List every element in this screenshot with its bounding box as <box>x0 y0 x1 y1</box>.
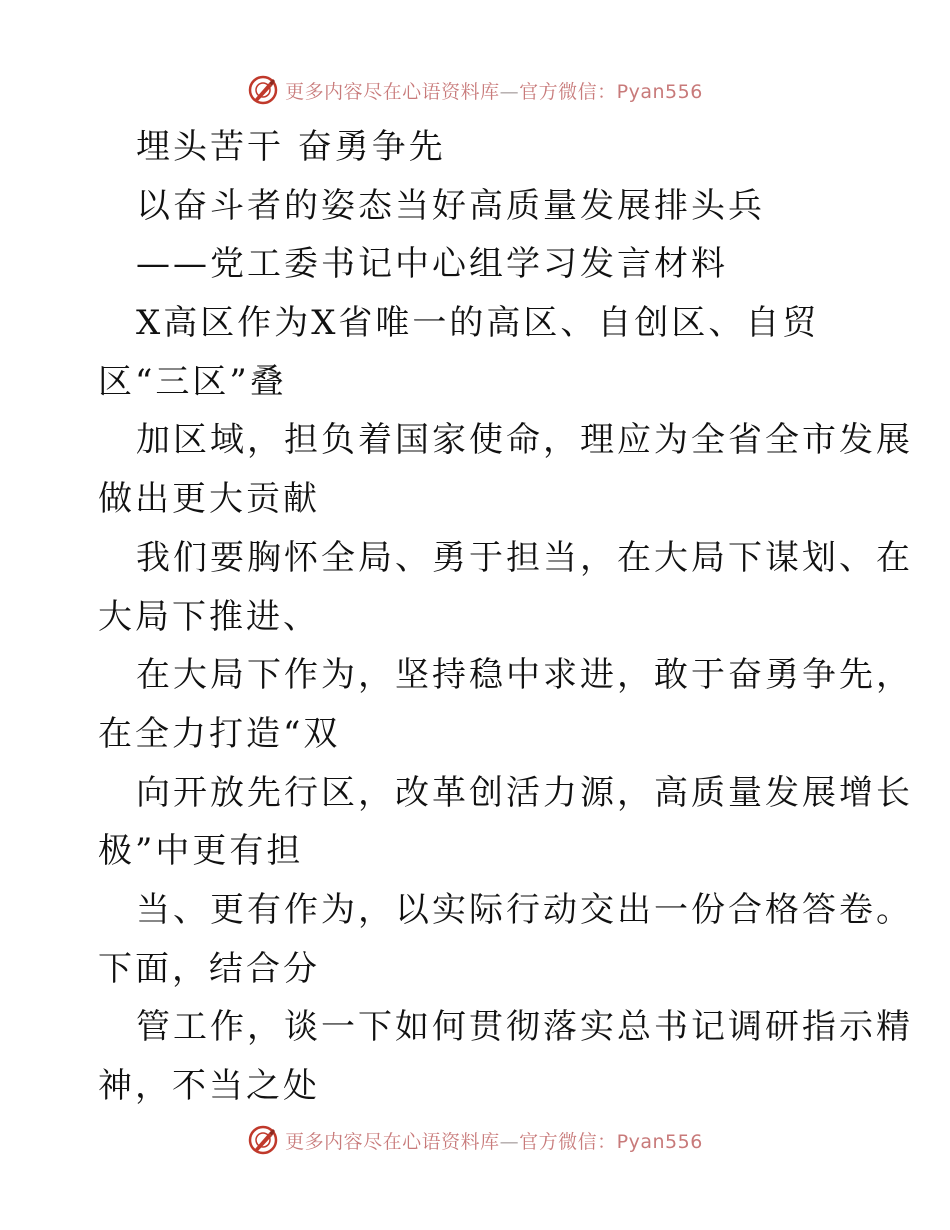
paragraph-line: 区“三区”叠 <box>98 361 287 402</box>
paragraph-line: X高区作为X省唯一的高区、自创区、自贸 <box>136 303 820 344</box>
paragraph-line: 做出更大贡献 <box>98 479 320 520</box>
document-byline: ——党工委书记中心组学习发言材料 <box>136 244 728 285</box>
footer-banner-content <box>247 1124 703 1156</box>
paragraph-line: 管工作，谈一下如何贯彻落实总书记调研指示精 <box>136 1007 913 1048</box>
paragraph-line: 在全力打造“双 <box>98 713 341 754</box>
footer-banner-main: 更多内容尽在心语资料库 <box>285 1130 500 1153</box>
paragraph-line: 我们要胸怀全局、勇于担当，在大局下谋划、在 <box>136 537 913 578</box>
header-banner-dash: — <box>499 80 520 103</box>
pen-logo-icon <box>247 1124 279 1156</box>
header-banner <box>0 70 950 110</box>
document-body <box>98 118 913 1116</box>
footer-banner-suffix: 官方微信：Pyan556 <box>519 1130 703 1153</box>
header-banner-text <box>285 77 703 104</box>
document-subtitle: 以奋斗者的姿态当好高质量发展排头兵 <box>136 185 765 226</box>
paragraph-line: 当、更有作为，以实际行动交出一份合格答卷。 <box>136 889 913 930</box>
document-title: 埋头苦干 奋勇争先 <box>136 127 446 167</box>
pen-logo-icon <box>247 74 279 106</box>
footer-banner-text <box>285 1127 703 1154</box>
paragraph-line: 极”中更有担 <box>98 831 304 872</box>
paragraph-line: 在大局下作为，坚持稳中求进，敢于奋勇争先， <box>136 655 913 696</box>
header-banner-suffix: 官方微信：Pyan556 <box>519 80 703 103</box>
paragraph-line: 大局下推进、 <box>98 596 320 637</box>
paragraph-line: 神，不当之处 <box>98 1066 320 1106</box>
paragraph-line: 向开放先行区，改革创活力源，高质量发展增长 <box>136 772 913 813</box>
paragraph-line: 下面，结合分 <box>98 948 320 989</box>
footer-banner-dash: — <box>499 1130 520 1153</box>
header-banner-main: 更多内容尽在心语资料库 <box>285 80 500 103</box>
footer-banner <box>0 1120 950 1160</box>
paragraph-line: 加区域，担负着国家使命，理应为全省全市发展 <box>136 420 913 461</box>
header-banner-content <box>247 74 703 106</box>
